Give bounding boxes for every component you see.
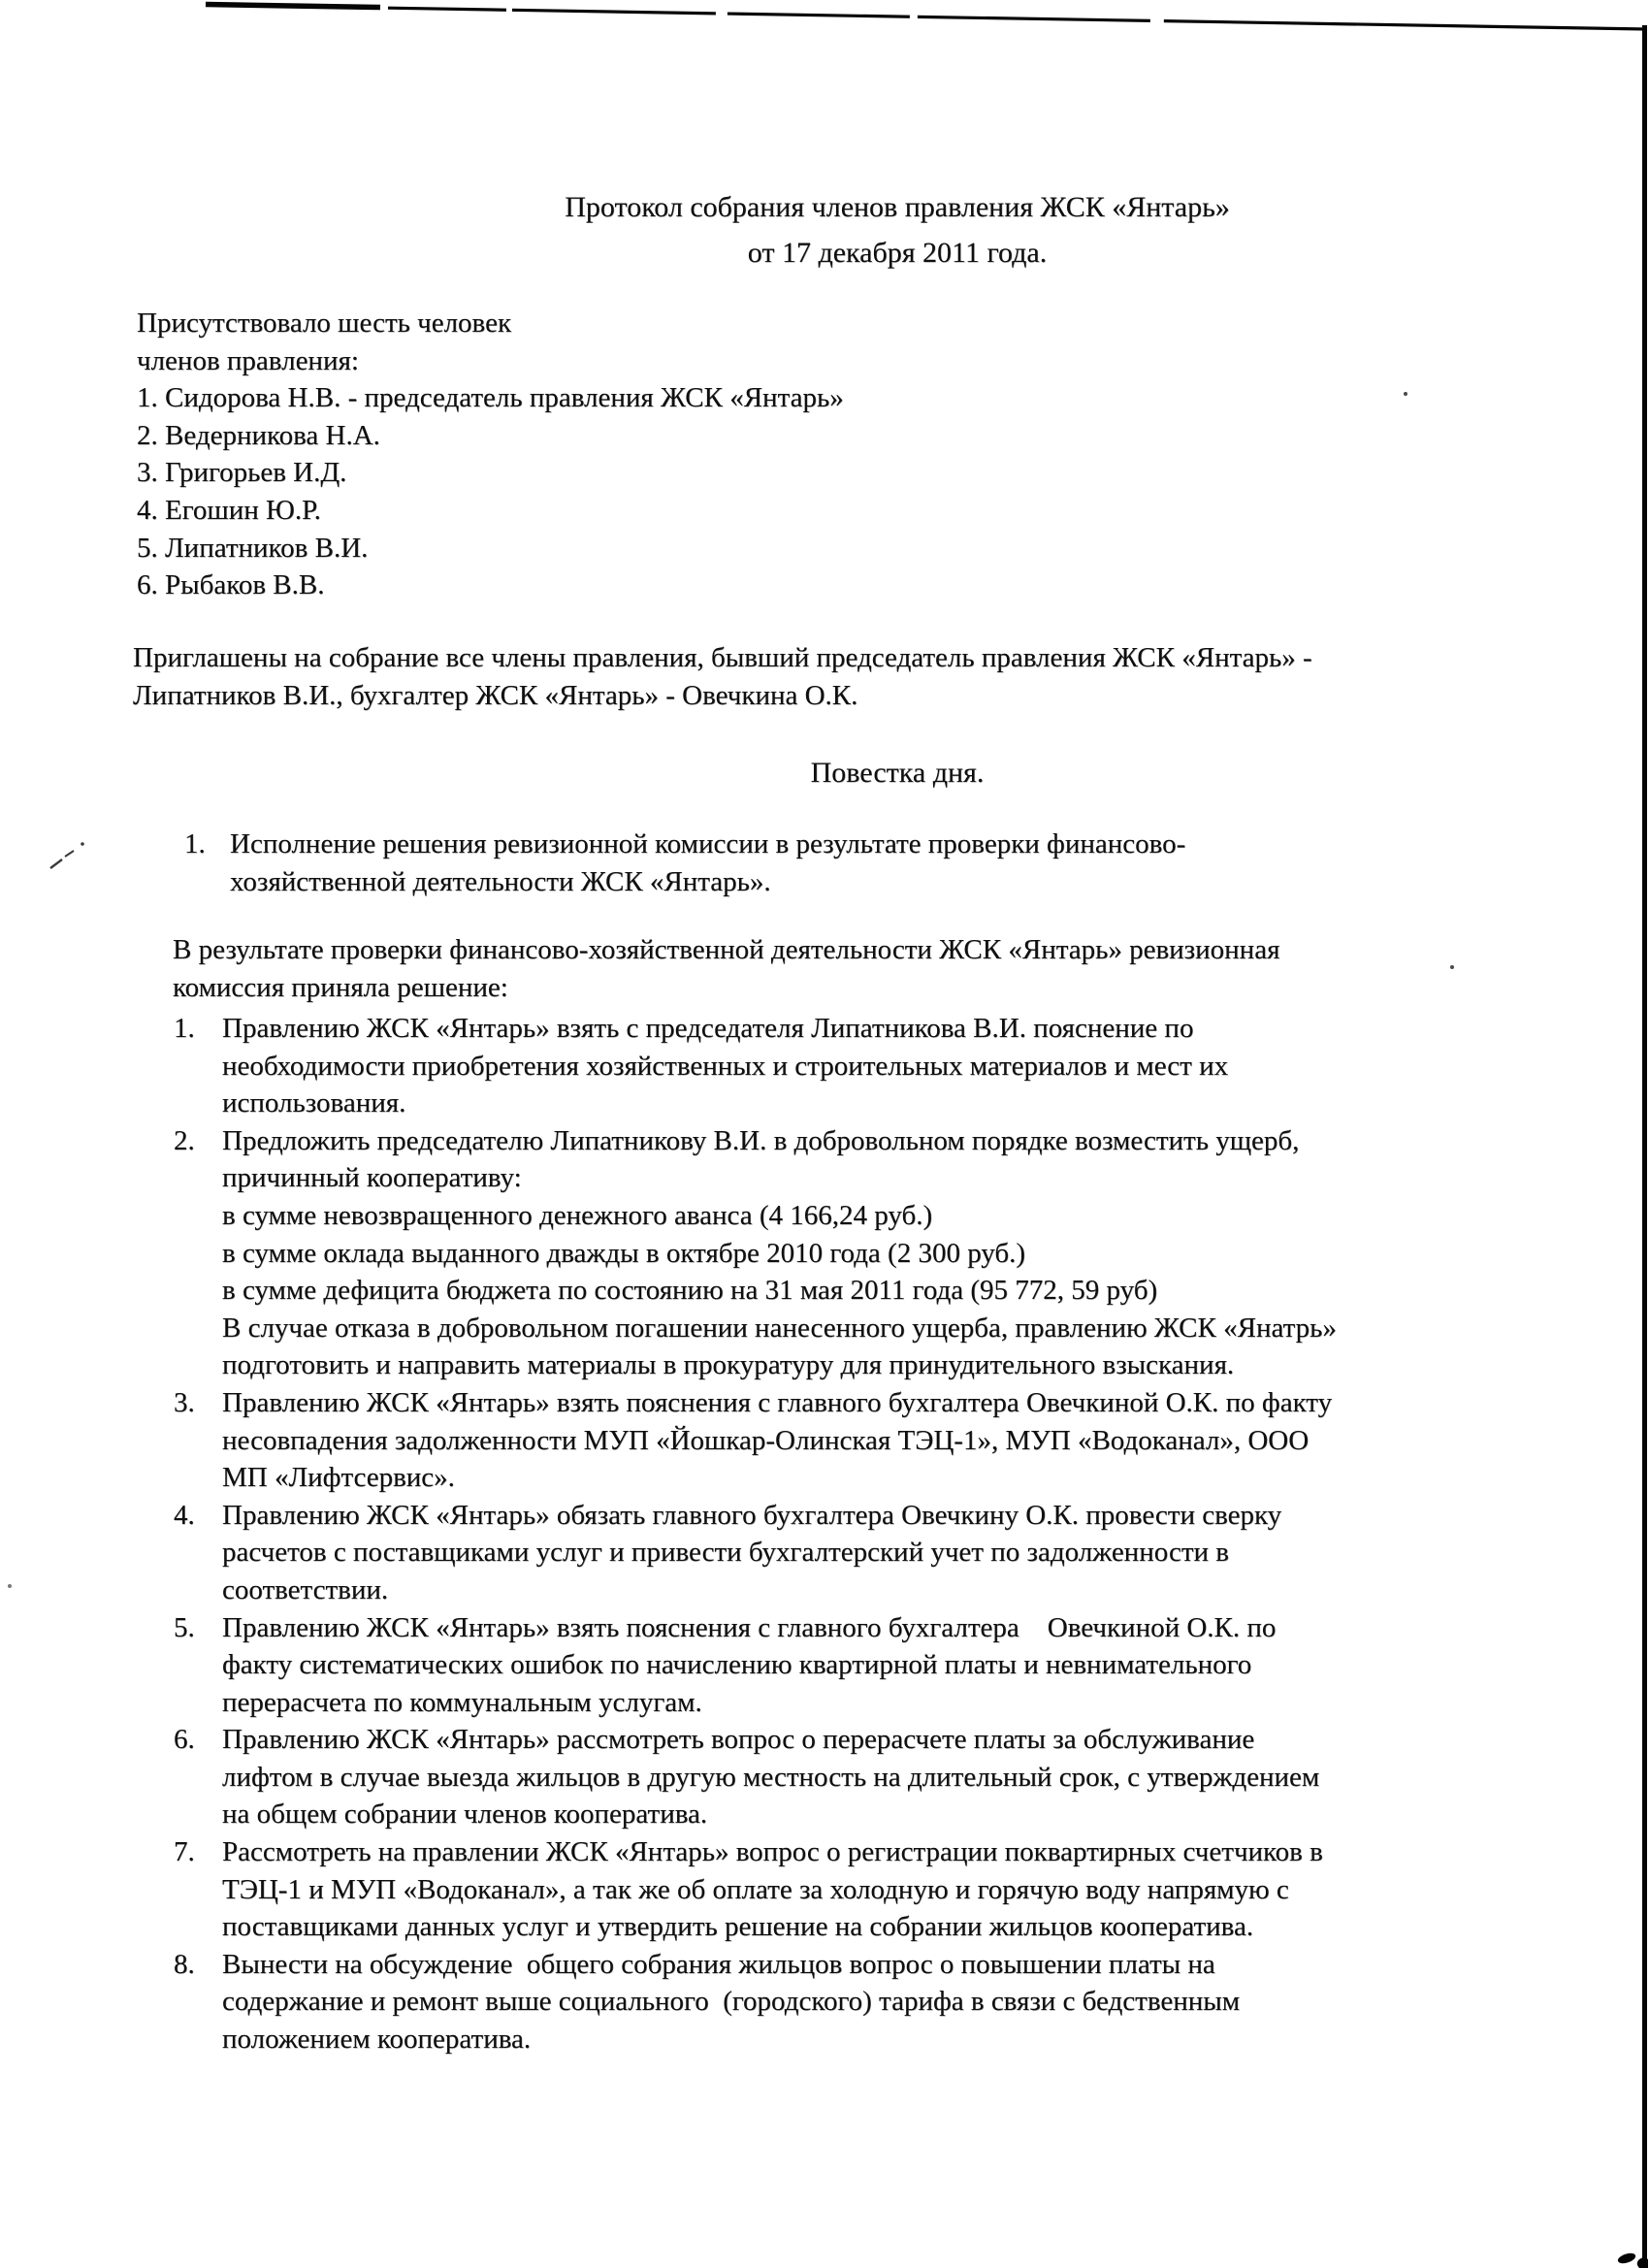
resolution-item-line: Правлению ЖСК «Янтарь» рассмотреть вопрос о перерасчете платы за обслуживание bbox=[222, 1724, 1255, 1756]
attendance-intro-line: членов правления: bbox=[137, 344, 359, 376]
attendance-member: 2. Ведерникова Н.А. bbox=[137, 419, 380, 451]
resolution-item-line: несовпадения задолженности МУП «Йошкар-Олинская ТЭЦ-1», МУП «Водоканал», ООО bbox=[222, 1424, 1310, 1456]
scan-artifact-ink-blob-bottom-right bbox=[1610, 2237, 1649, 2268]
resolution-item-number: 3. bbox=[174, 1386, 195, 1418]
attendance-member: 5. Липатников В.И. bbox=[137, 532, 369, 564]
scan-artifact-speck bbox=[1404, 392, 1407, 396]
resolution-item bbox=[174, 1833, 1337, 1871]
resolution-item-number: 7. bbox=[174, 1836, 195, 1868]
scan-artifact-pencil-mark bbox=[47, 840, 91, 875]
agenda-item-continuation bbox=[184, 863, 1185, 901]
resolution-item bbox=[174, 1384, 1337, 1422]
attendance-member: 4. Егошин Ю.Р. bbox=[137, 494, 321, 526]
resolution-item-line: причинный кооперативу: bbox=[222, 1162, 522, 1194]
resolution-item bbox=[174, 1010, 1337, 1048]
scan-artifact-speck bbox=[1450, 965, 1454, 969]
resolution-item-line: в сумме дефицита бюджета по состоянию на 31 мая 2011 года (95 772, 59 руб) bbox=[222, 1275, 1158, 1307]
attendance-intro-line: Присутствовало шесть человек bbox=[137, 308, 512, 339]
resolution-item-line: ТЭЦ-1 и МУП «Водоканал», а так же об оплате за холодную и горячую воду напрямую с bbox=[222, 1873, 1289, 1905]
agenda-heading: Повестка дня. bbox=[810, 757, 985, 789]
attendance-member: 1. Сидорова Н.В. - председатель правления ЖСК «Янтарь» bbox=[137, 382, 844, 414]
resolution-item-line: положением кооператива. bbox=[222, 2024, 532, 2056]
resolution-item-line: в сумме невозвращенного денежного аванса (4 166,24 руб.) bbox=[222, 1199, 933, 1231]
resolution-intro-line: комиссия приняла решение: bbox=[173, 971, 508, 1003]
resolution-item-line: Правлению ЖСК «Янтарь» обязать главного бухгалтера Овечкину О.К. провести сверку bbox=[222, 1499, 1282, 1531]
resolution-item bbox=[174, 1721, 1337, 1759]
resolution-item-number: 1. bbox=[174, 1013, 195, 1044]
resolution-item-line: использования. bbox=[222, 1087, 406, 1119]
resolution-item-line: лифтом в случае выезда жильцов в другую местность на длительный срок, с утверждением bbox=[222, 1761, 1320, 1793]
resolution-item-line: Правлению ЖСК «Янтарь» взять пояснения с главного бухгалтера Овечкиной О.К. по факту bbox=[222, 1386, 1333, 1418]
resolution-intro-line: В результате проверки финансово-хозяйственной деятельности ЖСК «Янтарь» ревизионная bbox=[173, 934, 1280, 965]
resolution-item-line: Предложить председателю Липатникову В.И. в добровольном порядке возместить ущерб, bbox=[222, 1124, 1300, 1156]
resolution-item-line: Рассмотреть на правлении ЖСК «Янтарь» вопрос о регистрации поквартирных счетчиков в bbox=[222, 1836, 1323, 1868]
resolution-item-line: содержание и ремонт выше социального (городского) тарифа в связи с бедственным bbox=[222, 1986, 1241, 2018]
resolution-item-line: МП «Лифтсервис». bbox=[222, 1462, 455, 1494]
resolution-item-line: поставщиками данных услуг и утвердить решение на собрании жильцов кооператива. bbox=[222, 1911, 1254, 1943]
attendance-member: 3. Григорьев И.Д. bbox=[137, 457, 347, 489]
scan-artifact-speck bbox=[8, 1584, 12, 1588]
scan-artifact-right-edge-line bbox=[1642, 25, 1647, 2268]
resolution-item-line: расчетов с поставщиками услуг и привести бухгалтерский учет по задолженности в bbox=[222, 1537, 1229, 1569]
invited-paragraph-line: Липатников В.И., бухгалтер ЖСК «Янтарь» - Овечкина О.К. bbox=[133, 679, 858, 711]
resolution-intro bbox=[173, 931, 1279, 1006]
resolution-item bbox=[174, 1946, 1337, 1984]
agenda-item-number: 1. bbox=[184, 828, 206, 859]
resolution-item-line: соответствии. bbox=[222, 1573, 389, 1605]
resolution-list bbox=[174, 1010, 1337, 2058]
attendance-section bbox=[137, 305, 844, 604]
resolution-item-number: 5. bbox=[174, 1611, 195, 1643]
agenda-list bbox=[184, 826, 1185, 900]
resolution-item-line: В случае отказа в добровольном погашении нанесенного ущерба, правлению ЖСК «Янатрь» bbox=[222, 1312, 1337, 1344]
resolution-item-line: перерасчета по коммунальным услугам. bbox=[222, 1686, 702, 1718]
document-title bbox=[146, 184, 1649, 275]
resolution-item-number: 8. bbox=[174, 1948, 195, 1980]
resolution-item bbox=[174, 1122, 1337, 1160]
invited-paragraph-line: Приглашены на собрание все члены правления, бывший председатель правления ЖСК «Янтарь» - bbox=[133, 642, 1312, 673]
scan-artifact-top-edge-line bbox=[0, 0, 1649, 43]
document-title-line-1: Протокол собрания членов правления ЖСК «Янтарь» bbox=[565, 191, 1230, 223]
resolution-item-line: Правлению ЖСК «Янтарь» взять с председателя Липатникова В.И. пояснение по bbox=[222, 1013, 1194, 1044]
resolution-item-number: 4. bbox=[174, 1499, 195, 1531]
agenda-item-line: хозяйственной деятельности ЖСК «Янтарь». bbox=[230, 865, 771, 897]
agenda-item-line: Исполнение решения ревизионной комиссии в результате проверки финансово- bbox=[230, 828, 1186, 859]
resolution-item-line: на общем собрании членов кооператива. bbox=[222, 1798, 708, 1831]
document-title-line-2: от 17 декабря 2011 года. bbox=[747, 237, 1048, 269]
agenda-item bbox=[184, 826, 1185, 863]
resolution-item-line: Правлению ЖСК «Янтарь» взять пояснения с главного бухгалтера Овечкиной О.К. по bbox=[222, 1611, 1277, 1643]
resolution-item-line: Вынести на обсуждение общего собрания жильцов вопрос о повышении платы на bbox=[222, 1948, 1215, 1980]
invited-paragraph bbox=[133, 639, 1312, 714]
resolution-item-line: факту систематических ошибок по начислению квартирной платы и невнимательного bbox=[222, 1649, 1252, 1681]
attendance-member: 6. Рыбаков В.В. bbox=[137, 569, 325, 601]
resolution-item-line: в сумме оклада выданного дважды в октябре 2010 года (2 300 руб.) bbox=[222, 1237, 1026, 1269]
resolution-item-line: необходимости приобретения хозяйственных и строительных материалов и мест их bbox=[222, 1050, 1229, 1082]
resolution-item-number: 2. bbox=[174, 1124, 195, 1156]
resolution-item bbox=[174, 1497, 1337, 1535]
resolution-item-number: 6. bbox=[174, 1724, 195, 1756]
resolution-item-line: подготовить и направить материалы в прокуратуру для принудительного взыскания. bbox=[222, 1349, 1235, 1381]
resolution-item bbox=[174, 1609, 1337, 1647]
